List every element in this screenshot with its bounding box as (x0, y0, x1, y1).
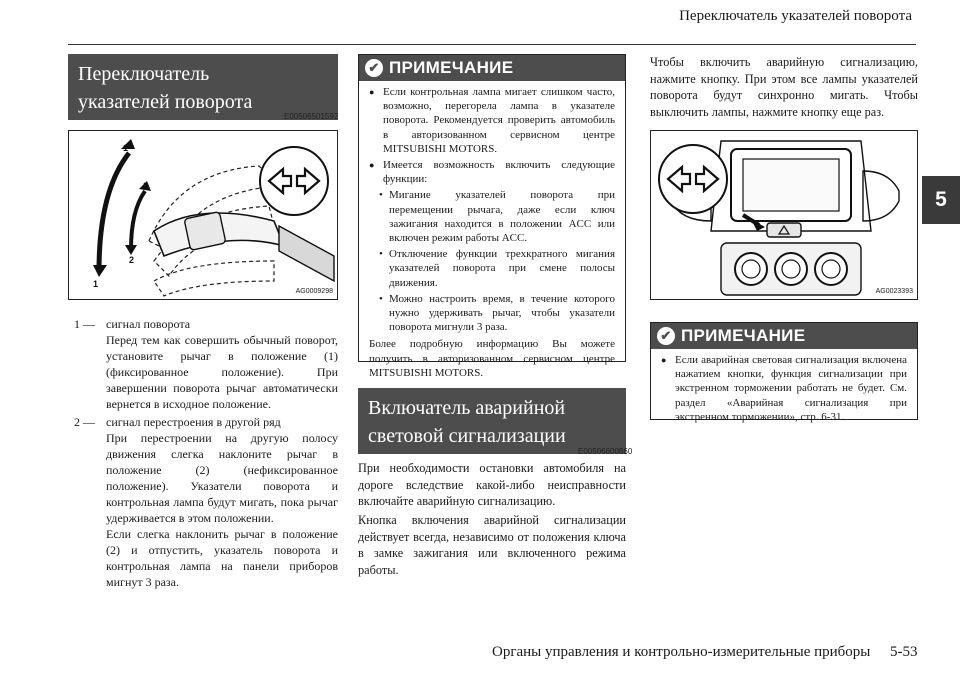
sub-bullet-icon: • (379, 292, 383, 305)
note-paragraph: Более подробную информацию Вы можете получить в авторизованном сервисном центре MITSUBISHI MOTORS. (369, 338, 615, 379)
running-footer: Органы управления и контрольно-измерительные приборы (492, 644, 871, 660)
section-title-line: Переключатель (78, 63, 210, 85)
note-bullet (369, 158, 615, 186)
sub-bullet-icon: • (379, 189, 383, 202)
section-code: E00506600860 (578, 447, 633, 456)
hazard-paragraph: Кнопка включения аварийной сигнализации действует всегда, независимо от положения ключа в замке зажигания или включенного режима работы. (358, 513, 626, 577)
sub-bullet-icon: • (379, 248, 383, 261)
legend-text: При перестроении на другую полосу движения слегка наклоните рычаг в положение (2) (нефиксированное положение). Указатели поворота и контрольная лампа будут мигать, пока рычаг удерживается в этом положении. (106, 431, 338, 525)
note-bullet-text: Если контрольная лампа мигает слишком часто, возможно, перегорела лампа в указателе поворота. Рекомендуется проверить автомобиль в авторизованном сервисном центре MITSUBISHI MOTORS. (383, 86, 615, 155)
hazard-instructions: Чтобы включить аварийную сигнализацию, нажмите кнопку. При этом все лампы указателей поворота будут синхронно мигать. Чтобы выключить лампы, нажмите кнопку еще раз. (650, 55, 918, 119)
dashboard-illustration (651, 131, 918, 300)
chapter-tab: 5 (922, 176, 960, 224)
section-title-line: Включатель аварийной (368, 397, 566, 419)
figure-legend (74, 316, 338, 592)
bullet-icon: ● (661, 355, 667, 365)
bullet-icon: ● (369, 160, 375, 171)
section-title-hazard (358, 388, 626, 454)
note-sub-text: Мигание указателей поворота при перемещении рычага, даже если ключ зажигания находится в положении ACC или включен режим работы ACC. (389, 189, 615, 245)
note-box (358, 54, 626, 379)
section-title-line: световой сигнализации (368, 425, 566, 447)
note-bullet (369, 85, 615, 156)
note-sub-item (369, 247, 615, 290)
note-heading-text: ПРИМЕЧАНИЕ (681, 326, 806, 345)
turn-signal-lever-illustration (69, 131, 338, 300)
figure-label-2-top: 2 (143, 181, 149, 191)
figure-label-2-bottom: 2 (129, 255, 135, 265)
note-bullet (661, 353, 907, 424)
note-sub-item (369, 292, 615, 335)
figure-code: AG0023393 (875, 288, 913, 295)
legend-text: Перед тем как совершить обычный поворот, установите рычаг в положение (1) (фиксированное положение). При завершении поворота рычаг автоматически вернется в исходное положение. (106, 333, 338, 411)
note-heading (359, 55, 625, 81)
note-sub-text: Отключение функции трехкратного мигания указателей поворота при смене полосы движения. (389, 248, 615, 289)
legend-title: сигнал перестроения в другой ряд (106, 415, 281, 429)
section-title-line: указателей поворота (78, 91, 253, 113)
legend-item (74, 316, 338, 412)
legend-number: 2 — (74, 415, 95, 429)
running-header: Переключатель указателей поворота (679, 8, 912, 24)
note-sub-item (369, 188, 615, 245)
hazard-paragraph: При необходимости остановки автомобиля на дороге вследствие какой-либо неисправности включайте аварийную сигнализацию. (358, 461, 626, 508)
header-rule (68, 44, 916, 45)
figure-label-1-top: 1 (123, 143, 129, 153)
page-number: 5-53 (890, 644, 918, 660)
turn-signal-lever-figure (68, 130, 338, 300)
legend-number: 1 — (74, 317, 95, 331)
check-icon: ✔ (365, 59, 383, 77)
note-heading-text: ПРИМЕЧАНИЕ (389, 58, 514, 77)
note-heading (651, 323, 917, 349)
note-bullet-text: Имеется возможность включить следующие функции: (383, 159, 615, 186)
section-title-turn-signal (68, 54, 338, 120)
figure-label-1-bottom: 1 (93, 279, 99, 289)
figure-code: AG0009298 (295, 288, 333, 295)
note-box (650, 322, 918, 423)
legend-item (74, 414, 338, 590)
check-icon: ✔ (657, 327, 675, 345)
note-sub-text: Можно настроить время, в течение которого нужно удерживать рычаг, чтобы указатели поворота мигнули 3 раза. (389, 292, 615, 334)
legend-title: сигнал поворота (106, 317, 191, 331)
hazard-button-figure (650, 130, 918, 300)
section-code: E00506501592 (284, 112, 339, 121)
bullet-icon: ● (369, 87, 375, 97)
note-bullet-text: Если аварийная световая сигнализация включена нажатием кнопки, функция сигнализации при экстренном торможении работать не будет. См. раздел «Аварийная сигнализация при экстренном торможении», стр. 6-31. (675, 354, 907, 423)
legend-text: Если слегка наклонить рычаг в положение (2) и отпустить, указатель поворота и контрольная лампа на панели приборов мигнут 3 раза. (106, 527, 338, 589)
